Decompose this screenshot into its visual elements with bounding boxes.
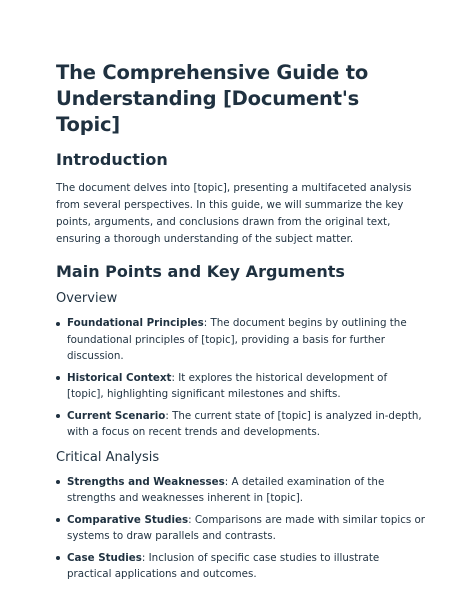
list-item-text: : A detailed examination of the strengths and weaknesses inherent in [topic]. (67, 475, 385, 504)
list-item-text: : The current state of [topic] is analyzed in-depth, with a focus on recent trends and developments. (67, 409, 422, 438)
main-points-heading: Main Points and Key Arguments (56, 262, 345, 281)
list-item-term: Current Scenario (67, 409, 166, 422)
overview-list (56, 315, 426, 441)
list-item (56, 474, 426, 507)
list-item-text: : It explores the historical development of [topic], highlighting significant milestones and shifts. (67, 371, 388, 400)
list-item-term: Strengths and Weaknesses (67, 475, 225, 488)
list-item-term: Comparative Studies (67, 513, 189, 526)
list-item-term: Historical Context (67, 371, 172, 384)
list-item (56, 315, 426, 365)
list-item-term: Case Studies (67, 551, 142, 564)
list-item (56, 370, 426, 403)
critical-analysis-list (56, 474, 426, 583)
introduction-paragraph: The document delves into [topic], presenting a multifaceted analysis from several perspectives. In this guide, we will summarize the key points, arguments, and conclusions drawn from the original text, ensuring a thorough understanding of the subject matter. (56, 182, 412, 245)
list-item-text: : Comparisons are made with similar topics or systems to draw parallels and contrasts. (67, 513, 426, 542)
list-item-term: Foundational Principles (67, 317, 204, 329)
list-item-text: : The document begins by outlining the foundational principles of [topic], providing a basis for further discussion. (67, 317, 407, 362)
overview-heading: Overview (56, 291, 118, 306)
document-title: The Comprehensive Guide to Understanding [Document's Topic] (56, 61, 369, 136)
list-item (56, 550, 426, 583)
introduction-heading: Introduction (56, 150, 168, 169)
list-item (56, 408, 426, 441)
list-item (56, 512, 426, 545)
document-page (56, 60, 426, 591)
critical-analysis-heading: Critical Analysis (56, 449, 160, 465)
list-item-text: : Inclusion of specific case studies to illustrate practical applications and outcomes. (67, 551, 380, 580)
